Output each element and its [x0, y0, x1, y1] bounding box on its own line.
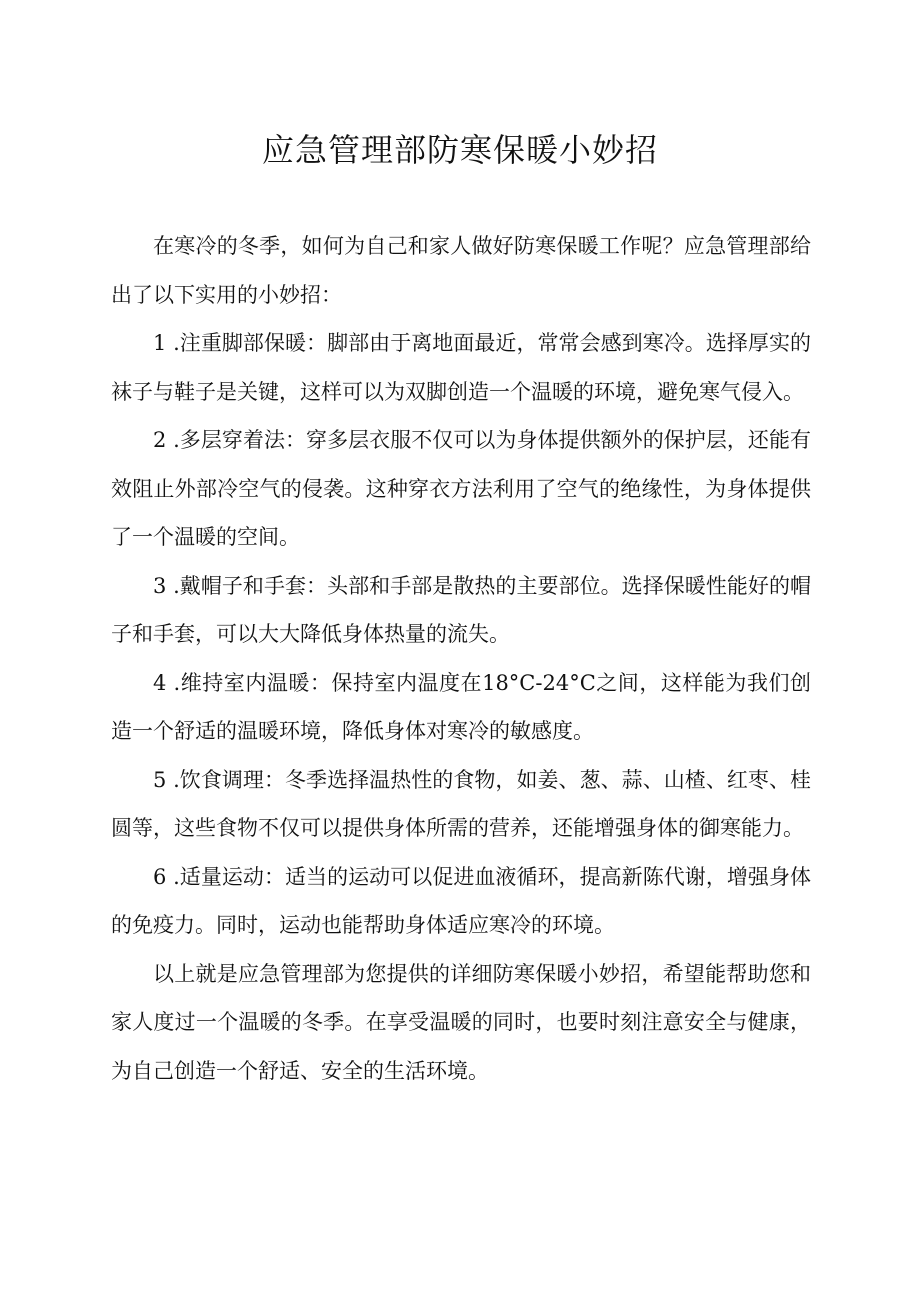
tip-paragraph-layers: 2 .多层穿着法：穿多层衣服不仅可以为身体提供额外的保护层，还能有效阻止外部冷空气的侵袭。这种穿衣方法利用了空气的绝缘性，为身体提供了一个温暖的空间。: [111, 428, 811, 549]
document-title: 应急管理部防寒保暖小妙招: [261, 131, 658, 169]
tip-paragraph-indoor-temp: 4 .维持室内温暖：保持室内温度在18°C-24°C之间，这样能为我们创造一个舒适的温暖环境，降低身体对寒冷的敏感度。: [111, 670, 811, 743]
tip-paragraph-feet: 1 .注重脚部保暖：脚部由于离地面最近，常常会感到寒冷。选择厚实的袜子与鞋子是关键，这样可以为双脚创造一个温暖的环境，避免寒气侵入。: [111, 331, 811, 404]
closing-paragraph: 以上就是应急管理部为您提供的详细防寒保暖小妙招，希望能帮助您和家人度过一个温暖的冬季。在享受温暖的同时，也要时刻注意安全与健康，为自己创造一个舒适、安全的生活环境。: [111, 961, 811, 1083]
tip-paragraph-diet: 5 .饮食调理：冬季选择温热性的食物，如姜、葱、蒜、山楂、红枣、桂圆等，这些食物不仅可以提供身体所需的营养，还能增强身体的御寒能力。: [111, 767, 811, 840]
document-body: [111, 222, 811, 1095]
tip-paragraph-hat-gloves: 3 .戴帽子和手套：头部和手部是散热的主要部位。选择保暖性能好的帽子和手套，可以大大降低身体热量的流失。: [111, 573, 811, 646]
intro-paragraph: 在寒冷的冬季，如何为自己和家人做好防寒保暖工作呢？应急管理部给出了以下实用的小妙招：: [111, 234, 811, 307]
tip-paragraph-exercise: 6 .适量运动：适当的运动可以促进血液循环，提高新陈代谢，增强身体的免疫力。同时，运动也能帮助身体适应寒冷的环境。: [111, 864, 811, 937]
